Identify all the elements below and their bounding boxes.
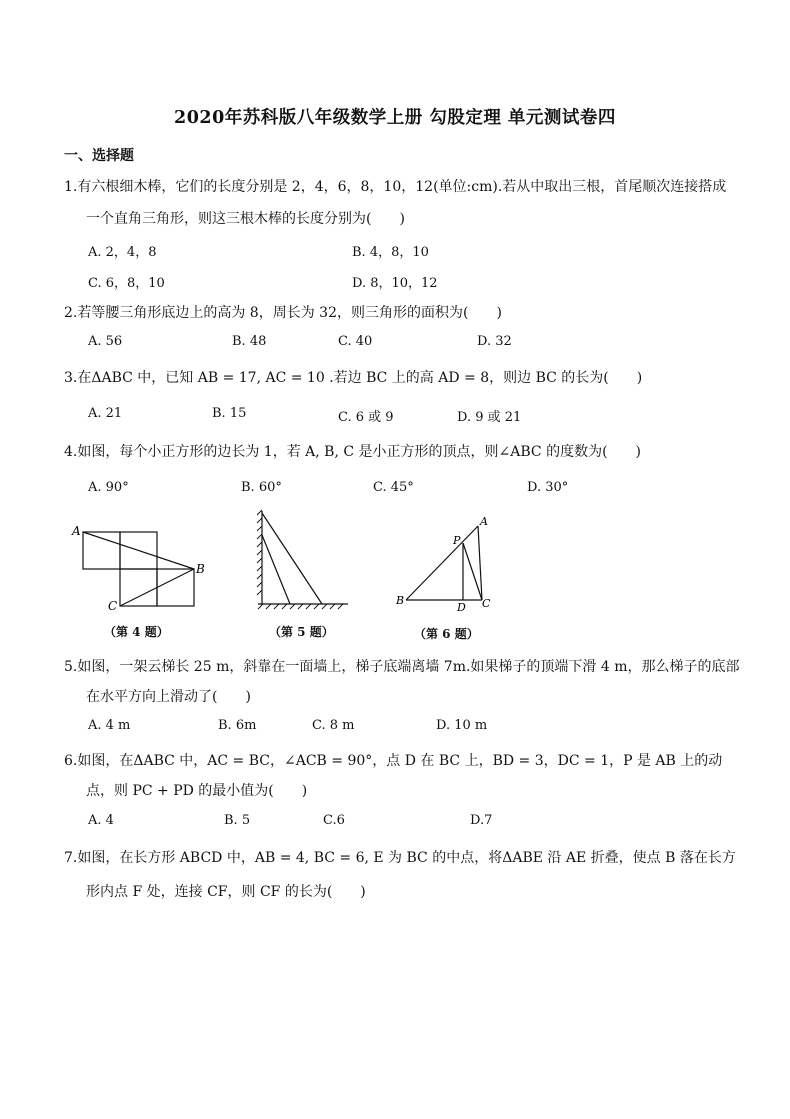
segment-ab — [83, 532, 194, 569]
figure-6-caption: （第 6 题） — [414, 627, 479, 641]
question-7-text: 7.如图，在长方形 ABCD 中，AB = 4, BC = 6, E 为 BC 的中点，将ΔABE 沿 AE 折叠，使点 B 落在长方 — [64, 850, 736, 866]
label-b: B — [196, 562, 205, 576]
question-3-text: 3.在ΔABC 中，已知 AB = 17, AC = 10 .若边 BC 上的高 AD = 8，则边 BC 的长为( ) — [64, 370, 643, 386]
figure-5-caption: （第 5 题） — [269, 625, 334, 639]
question-4-option-d: D. 30° — [527, 480, 569, 495]
question-4-option-b: B. 60° — [241, 480, 282, 495]
ladder-slid — [262, 535, 290, 604]
page-title: 2020年苏科版八年级数学上册 勾股定理 单元测试卷四 — [174, 108, 616, 128]
question-5-option-c: C. 8 m — [312, 718, 355, 733]
label-a: A — [72, 524, 81, 538]
question-1-option-b: B. 4，8，10 — [352, 245, 429, 260]
question-2-option-c: C. 40 — [338, 334, 373, 349]
question-3-option-d: D. 9 或 21 — [457, 410, 522, 425]
figure-5-ladder-diagram — [252, 507, 352, 611]
question-5-option-a: A. 4 m — [88, 718, 131, 733]
question-2-option-d: D. 32 — [477, 334, 512, 349]
grid-square — [157, 569, 194, 606]
question-3-option-b: B. 15 — [212, 406, 247, 421]
question-1-option-c: C. 6，8，10 — [88, 276, 165, 291]
segment-ba — [406, 526, 478, 600]
ground-hatching — [258, 604, 343, 609]
question-4-option-a: A. 90° — [88, 480, 129, 495]
question-5-option-d: D. 10 m — [436, 718, 488, 733]
question-2-text: 2.若等腰三角形底边上的高为 8，周长为 32，则三角形的面积为( ) — [64, 305, 502, 321]
question-5-option-b: B. 6m — [218, 718, 257, 733]
figure-4-grid-diagram — [68, 516, 218, 616]
label-b: B — [396, 594, 405, 607]
question-3-option-a: A. 21 — [88, 406, 123, 421]
question-1-text: 1.有六根细木棒，它们的长度分别是 2，4，6，8，10，12(单位:cm).若从中取出三根，首尾顺次连接搭成 — [64, 179, 727, 195]
label-c: C — [108, 599, 118, 613]
question-6-option-a: A. 4 — [88, 813, 114, 828]
question-3-option-c: C. 6 或 9 — [338, 410, 394, 425]
question-6-text: 6.如图，在ΔABC 中，AC = BC，∠ACB = 90°，点 D 在 BC 上，BD = 3，DC = 1，P 是 AB 上的动 — [64, 753, 723, 769]
question-4-text: 4.如图，每个小正方形的边长为 1，若 A, B, C 是小正方形的顶点，则∠ABC 的度数为( ) — [64, 444, 641, 460]
wall-hatching — [257, 510, 262, 595]
question-1-text-continued: 一个直角三角形，则这三根木棒的长度分别为( ) — [86, 211, 405, 227]
question-6-text-continued: 点，则 PC + PD 的最小值为( ) — [86, 783, 308, 799]
question-2-option-b: B. 48 — [232, 334, 267, 349]
question-5-text: 5.如图，一架云梯长 25 m，斜靠在一面墙上，梯子底端离墙 7m.如果梯子的顶端下滑 4 m，那么梯子的底部 — [64, 659, 740, 675]
figure-6-triangle-diagram — [393, 512, 497, 614]
question-1-option-d: D. 8，10，12 — [352, 276, 438, 291]
question-1-option-a: A. 2，4，8 — [88, 245, 157, 260]
grid-square — [120, 569, 157, 606]
question-6-option-d: D.7 — [470, 813, 493, 828]
label-c: C — [482, 597, 491, 610]
label-p: P — [453, 534, 461, 547]
question-6-option-b: B. 5 — [224, 813, 251, 828]
question-7-text-continued: 形内点 F 处，连接 CF，则 CF 的长为( ) — [86, 884, 366, 900]
question-4-option-c: C. 45° — [373, 480, 414, 495]
figure-4-caption: （第 4 题） — [104, 625, 169, 639]
section-heading: 一、选择题 — [64, 148, 134, 164]
label-a: A — [480, 515, 488, 528]
question-6-option-c: C.6 — [323, 813, 345, 828]
question-2-option-a: A. 56 — [88, 334, 123, 349]
label-d: D — [457, 601, 466, 614]
question-5-text-continued: 在水平方向上滑动了( ) — [86, 689, 251, 705]
